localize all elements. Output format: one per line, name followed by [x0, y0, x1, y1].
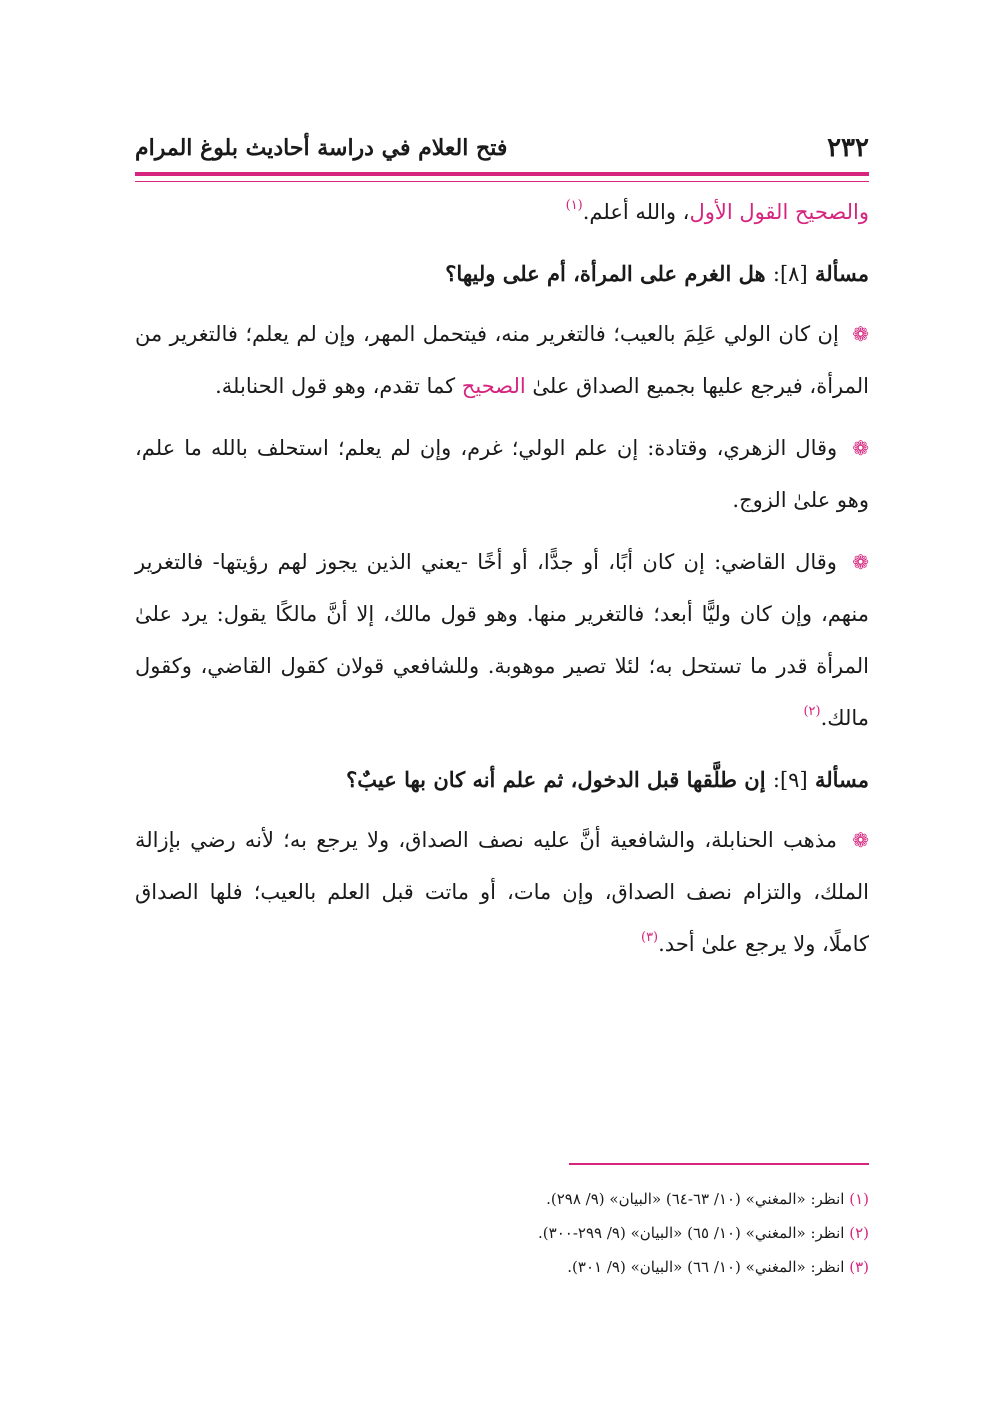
footnote-text: انظر: «المغني» (١٠/ ٦٦) «البيان» (٩/ ٣٠١).	[567, 1258, 845, 1276]
footnote-separator	[569, 1163, 869, 1165]
paragraph-4	[135, 814, 869, 970]
issue-heading-9	[135, 754, 869, 806]
paragraph-1	[135, 308, 869, 412]
footnote-number: (٢)	[849, 1224, 869, 1242]
main-text	[135, 186, 869, 980]
paragraph-3	[135, 536, 869, 744]
opening-line	[135, 186, 869, 238]
footnote-1	[135, 1182, 869, 1216]
paragraph-2-text: وقال الزهري، وقتادة: إن علم الولي؛ غرم، وإن لم يعلم؛ استحلف بالله ما علم، وهو علىٰ الزوج.	[135, 436, 869, 512]
opening-highlight: والصحيح القول الأول	[689, 200, 869, 224]
footnote-number: (٣)	[849, 1258, 869, 1276]
paragraph-2	[135, 422, 869, 526]
issue-number: [٨]:	[772, 262, 808, 286]
flower-ornament-icon: ❁	[852, 828, 869, 852]
paragraph-1-text-b: كما تقدم، وهو قول الحنابلة.	[215, 374, 456, 398]
running-header	[135, 128, 869, 168]
book-title: فتح العلام في دراسة أحاديث بلوغ المرام	[135, 135, 508, 161]
paragraph-1-highlight: الصحيح	[461, 374, 526, 398]
issue-title: إن طلَّقها قبل الدخول، ثم علم أنه كان بها عيبٌ؟	[346, 767, 766, 792]
issue-title: هل الغرم على المرأة، أم على وليها؟	[445, 261, 766, 286]
header-rule-thin	[135, 181, 869, 182]
footnote-number: (١)	[849, 1190, 869, 1208]
issue-label: مسألة	[814, 261, 869, 286]
footnote-3	[135, 1250, 869, 1284]
flower-ornament-icon: ❁	[852, 322, 869, 346]
footnote-text: انظر: «المغني» (١٠/ ٦٣-٦٤) «البيان» (٩/ ٢٩٨).	[546, 1190, 845, 1208]
paragraph-1-text-a: إن كان الولي عَلِمَ بالعيب؛ فالتغرير منه، فيتحمل المهر، وإن لم يعلم؛ فالتغرير من المرأة، فيرجع عليها بجميع الصداق علىٰ	[135, 322, 869, 398]
paragraph-3-text: وقال القاضي: إن كان أبًا، أو جدًّا، أو أخًا -يعني الذين يجوز لهم رؤيتها- فالتغرير منهم، وإن كان وليًّا أبعد؛ فالتغرير منها. وهو قول مالك، إلا أنَّ مالكًا يقول: يرد علىٰ المرأة قدر ما تستحل به؛ لئلا تصير موهوبة. وللشافعي قولان كقول القاضي، وكقول مالك.	[135, 550, 869, 730]
footnote-2	[135, 1216, 869, 1250]
footnote-ref-2[interactable]: (٢)	[803, 704, 821, 719]
footnote-ref-3[interactable]: (٣)	[640, 930, 659, 945]
paragraph-4-text: مذهب الحنابلة، والشافعية أنَّ عليه نصف الصداق، ولا يرجع به؛ لأنه رضي بإزالة الملك، والتزام نصف الصداق، وإن مات، أو ماتت قبل العلم بالعيب؛ فلها الصداق كاملًا، ولا يرجع علىٰ أحد.	[135, 828, 869, 956]
page-number: ٢٣٢	[827, 133, 869, 163]
issue-heading-8	[135, 248, 869, 300]
issue-number: [٩]:	[772, 768, 808, 792]
footnote-ref-1[interactable]: (١)	[565, 198, 583, 213]
footnote-text: انظر: «المغني» (١٠/ ٦٥) «البيان» (٩/ ٢٩٩-٣٠٠).	[538, 1224, 845, 1242]
header-rule-thick	[135, 172, 869, 176]
flower-ornament-icon: ❁	[852, 436, 869, 460]
issue-label: مسألة	[814, 767, 869, 792]
footnotes	[135, 1182, 869, 1284]
opening-rest: ، والله أعلم.	[582, 200, 690, 224]
flower-ornament-icon: ❁	[852, 550, 869, 574]
